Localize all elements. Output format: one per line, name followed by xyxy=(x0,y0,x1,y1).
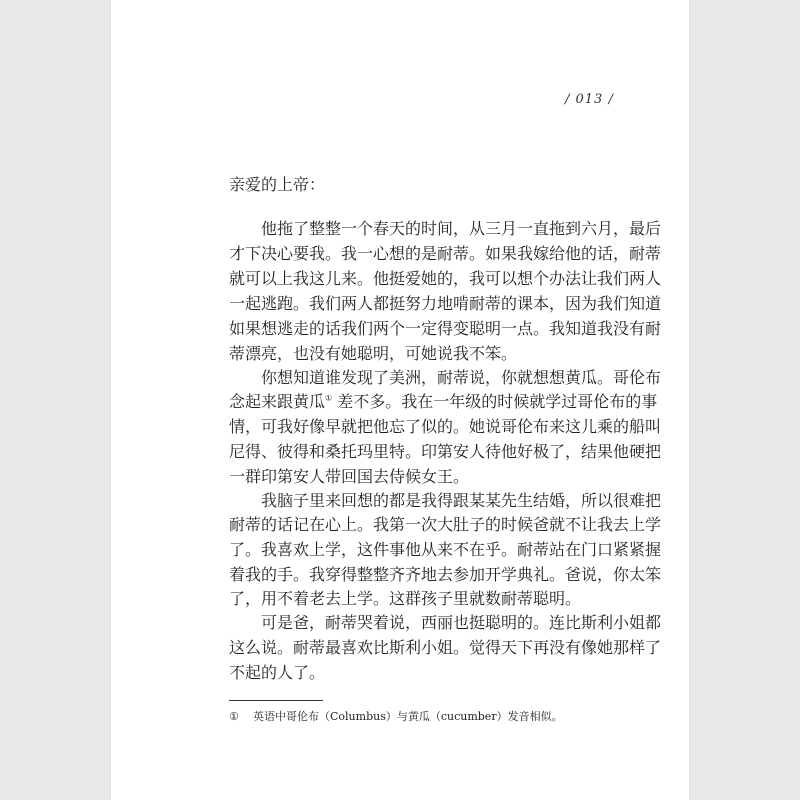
text-line: 不起的人了。 xyxy=(229,663,326,682)
text-line: 耐蒂的话记在心上。我第一次大肚子的时候爸就不让我去上学 xyxy=(229,515,662,534)
text-line: 着我的手。我穿得整整齐齐地去参加开学典礼。爸说，你太笨 xyxy=(229,565,662,584)
text-line: 一群印第安人带回国去侍候女王。 xyxy=(229,467,470,486)
page-number: / 013 / xyxy=(565,92,614,107)
text-segment: 差不多。我在一年级的时候就学过哥伦布的事 xyxy=(332,392,658,411)
text-line: 蒂漂亮，也没有她聪明，可她说我不笨。 xyxy=(229,344,518,363)
salutation: 亲爱的上帝： xyxy=(229,175,326,194)
text-line xyxy=(229,391,657,413)
footnote-reference: ① xyxy=(325,393,333,403)
text-line: 这么说。耐蒂最喜欢比斯利小姐。觉得天下再没有像她那样了 xyxy=(229,638,662,657)
text-line: 了。我喜欢上学，这件事他从来不在乎。耐蒂站在门口紧紧握 xyxy=(229,540,662,559)
text-line: 我脑子里来回想的都是我得跟某某先生结婚，所以很难把 xyxy=(229,491,662,510)
text-line: 了，用不着老去上学。这群孩子里就数耐蒂聪明。 xyxy=(229,589,582,608)
text-line: 你想知道谁发现了美洲，耐蒂说，你就想想黄瓜。哥伦布 xyxy=(229,368,662,387)
footnote-marker: ① xyxy=(229,710,239,723)
text-line: 一起逃跑。我们两人都挺努力地啃耐蒂的课本，因为我们知道 xyxy=(229,294,662,313)
text-segment: 念起来跟黄瓜 xyxy=(229,392,326,411)
text-line: 情，可我好像早就把他忘了似的。她说哥伦布来这儿乘的船叫 xyxy=(229,417,662,436)
footnote-divider xyxy=(229,700,323,701)
footnote-text: 英语中哥伦布（Columbus）与黄瓜（cucumber）发音相似。 xyxy=(253,710,563,723)
text-line: 他拖了整整一个春天的时间，从三月一直拖到六月，最后 xyxy=(229,219,662,238)
footnote xyxy=(229,709,563,725)
text-line: 就可以上我这儿来。他挺爱她的，我可以想个办法让我们两人 xyxy=(229,269,662,288)
text-line: 才下决心要我。我一心想的是耐蒂。如果我嫁给他的话，耐蒂 xyxy=(229,244,662,263)
text-line: 可是爸，耐蒂哭着说，西丽也挺聪明的。连比斯利小姐都 xyxy=(229,613,662,632)
text-line: 如果想逃走的话我们两个一定得变聪明一点。我知道我没有耐 xyxy=(229,319,662,338)
text-line: 尼得、彼得和桑托玛里特。印第安人待他好极了，结果他硬把 xyxy=(229,442,662,461)
